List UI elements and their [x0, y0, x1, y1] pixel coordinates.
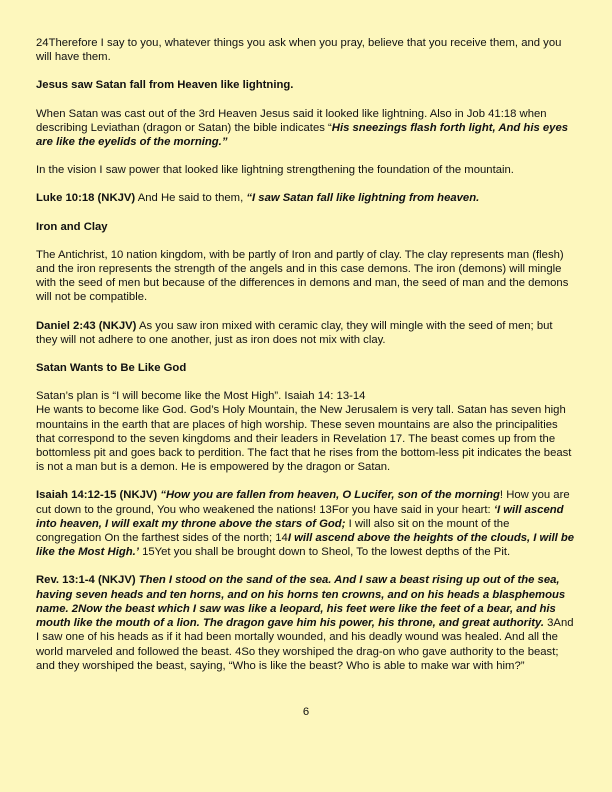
revelation-verse: Rev. 13:1-4 (NKJV) Then I stood on the sand of the sea. And I saw a beast rising up out of the sea, having seven heads and ten horns, and on his horns ten crowns, and on his heads a blasphemous name. 2Now the beast which I saw was like a leopard, his feet were like the feet of a bear, and his mouth like the mouth of a lion. The dragon gave him his power, his throne, and great authority. 3And I saw one of his heads as if it had been mortally wounded, and his deadly wound was healed. And all the world marveled and followed the beast. 4So they worshiped the drag-on who gave authority to the beast; and they worshiped the beast, saying, “Who is like the beast? Who is able to make war with him?”	[36, 574, 574, 672]
section-heading-lightning: Jesus saw Satan fall from Heaven like lightning.	[36, 79, 294, 92]
section-heading-like-god: Satan Wants to Be Like God	[36, 362, 187, 375]
satan-plan-paragraph: Satan’s plan is “I will become like the Most High”. Isaiah 14: 13-14 He wants to become like God. God’s Holy Mountain, the New Jerusalem is very tall. Satan has seven high mountains in the earth that are places of high worship. These seven mountains are also the principalities that correspond to the seven kingdoms and their leaders in Revelation 17. The beast comes up from the bottomless pit and goes back to perdition. The fact that he rises from the bottom-less pit indicates the beast is not a man but is a demon. He is empowered by the dragon or Satan.	[36, 390, 572, 474]
lightning-paragraph: When Satan was cast out of the 3rd Heaven Jesus said it looked like lightning. Also in Job 41:18 when describing Leviathan (dragon or Satan) the bible indicates “His sneezings flash forth light, And his eyes are like the eyelids of the morning.”	[36, 107, 569, 149]
antichrist-paragraph: The Antichrist, 10 nation kingdom, with be partly of Iron and partly of clay. The clay represents man (flesh) and the iron represents the strength of the angels and in this case demons. The iron (demons) will mingle with the seed of men but because of the differences in demons and man, the seed of man and the demons will not be compatible.	[36, 248, 569, 304]
page-number: 6	[302, 706, 310, 718]
daniel-verse: Daniel 2:43 (NKJV) As you saw iron mixed with ceramic clay, they will mingle with the seed of men; but they will not adhere to one another, just as iron does not mix with clay.	[36, 319, 553, 346]
section-heading-iron-clay: Iron and Clay	[36, 220, 108, 233]
vision-paragraph: In the vision I saw power that looked like lightning strengthening the foundation of the mountain.	[36, 164, 514, 177]
luke-verse: Luke 10:18 (NKJV) And He said to them, “I saw Satan fall like lightning from heaven.	[36, 192, 480, 205]
verse-paragraph: 24Therefore I say to you, whatever things you ask when you pray, believe that you receive them, and you will have them.	[36, 37, 562, 64]
isaiah-verse: Isaiah 14:12-15 (NKJV) “How you are fallen from heaven, O Lucifer, son of the morning! How you are cut down to the ground, You who weakened the nations! 13For you have said in your heart: ‘I will ascend into heaven, I will exalt my throne above the stars of God; I will also sit on the mount of the congregation On the farthest sides of the north; 14I will ascend above the heights of the clouds, I will be like the Most High.’ 15Yet you shall be brought down to Sheol, To the lowest depths of the Pit.	[36, 489, 575, 559]
